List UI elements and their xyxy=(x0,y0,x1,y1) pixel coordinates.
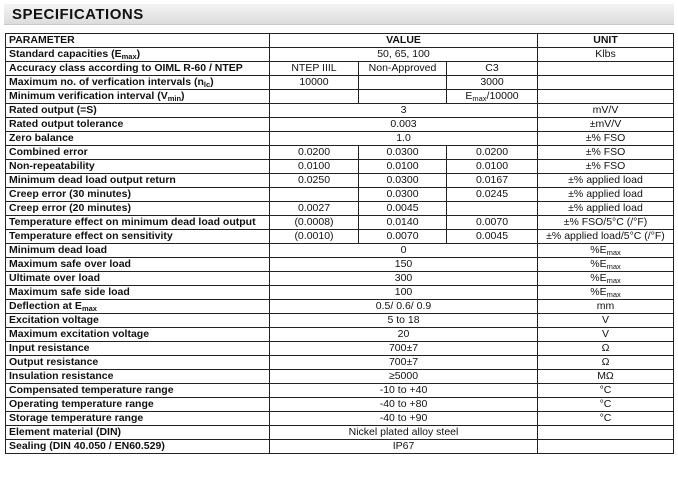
value-cell: 0.003 xyxy=(270,118,538,132)
parameter-cell xyxy=(6,104,270,118)
parameter-label: Maximum excitation voltage xyxy=(9,328,150,340)
value-cell: IP67 xyxy=(270,440,538,454)
parameter-label: Minimum dead load output return xyxy=(9,174,176,186)
value-text-end: /10000 xyxy=(486,90,519,102)
parameter-label: Deflection at E xyxy=(9,300,82,312)
parameter-label-subscript: min xyxy=(167,94,182,103)
value-text: NTEP IIIL xyxy=(291,62,337,74)
value-text: 0.0100 xyxy=(386,160,419,172)
unit-text: ±% applied load xyxy=(568,188,643,200)
value-cell-1 xyxy=(270,160,359,174)
value-text: 0.0045 xyxy=(386,202,419,214)
unit-cell xyxy=(538,370,674,384)
parameter-cell xyxy=(6,174,270,188)
value-cell: -40 to +80 xyxy=(270,398,538,412)
value-text: 10000 xyxy=(299,76,329,88)
value-cell-1 xyxy=(270,216,359,230)
table-row xyxy=(6,146,674,160)
unit-text: %E xyxy=(590,244,607,256)
table-row xyxy=(6,132,674,146)
value-cell-1 xyxy=(270,76,359,90)
unit-cell xyxy=(538,384,674,398)
unit-cell xyxy=(538,300,674,314)
parameter-label: Maximum safe side load xyxy=(9,286,130,298)
parameter-cell xyxy=(6,328,270,342)
unit-cell xyxy=(538,314,674,328)
unit-cell xyxy=(538,272,674,286)
unit-cell xyxy=(538,440,674,454)
parameter-label: Sealing (DIN 40.050 / EN60.529) xyxy=(9,440,165,452)
value-cell-1 xyxy=(270,202,359,216)
value-text: 0.0300 xyxy=(386,174,419,186)
parameter-cell xyxy=(6,314,270,328)
unit-subscript: max xyxy=(606,248,621,257)
value-cell: -40 to +90 xyxy=(270,412,538,426)
parameter-label-subscript: lc xyxy=(203,80,211,89)
value-cell: 20 xyxy=(270,328,538,342)
column-header-parameter: PARAMETER xyxy=(6,34,270,48)
table-row xyxy=(6,412,674,426)
parameter-cell xyxy=(6,356,270,370)
unit-cell xyxy=(538,118,674,132)
parameter-label: Creep error (20 minutes) xyxy=(9,202,131,214)
value-text: 0.0027 xyxy=(297,202,331,214)
unit-text: Ω xyxy=(601,342,610,354)
value-cell-3 xyxy=(447,216,538,230)
parameter-label: Temperature effect on sensitivity xyxy=(9,230,173,242)
parameter-label-end: ) xyxy=(181,90,185,102)
parameter-cell xyxy=(6,216,270,230)
parameter-label: Rated output tolerance xyxy=(9,118,124,130)
value-text: (0.0010) xyxy=(294,230,334,242)
unit-text: ±% FSO xyxy=(585,146,626,158)
value-text: Non-Approved xyxy=(368,62,437,74)
unit-text: Ω xyxy=(601,356,610,368)
value-text: 0.0070 xyxy=(475,216,509,228)
table-row xyxy=(6,356,674,370)
table-row xyxy=(6,370,674,384)
value-cell-2 xyxy=(359,230,447,244)
unit-cell xyxy=(538,160,674,174)
unit-text: mV/V xyxy=(592,104,619,116)
value-text: 3000 xyxy=(480,76,504,88)
unit-text: %E xyxy=(590,272,607,284)
unit-cell xyxy=(538,398,674,412)
value-cell-3 xyxy=(447,160,538,174)
parameter-cell xyxy=(6,272,270,286)
parameter-label: Accuracy class according to OIML R-60 / NTEP xyxy=(9,62,243,74)
value-cell: 150 xyxy=(270,258,538,272)
table-row xyxy=(6,62,674,76)
value-cell-3 xyxy=(447,174,538,188)
unit-text: ±mV/V xyxy=(589,118,622,130)
parameter-label: Element material (DIN) xyxy=(9,426,122,438)
table-row xyxy=(6,90,674,104)
unit-subscript: max xyxy=(606,290,621,299)
parameter-label: Operating temperature range xyxy=(9,398,154,410)
value-text: 0.0167 xyxy=(475,174,509,186)
value-cell-2 xyxy=(359,90,447,104)
parameter-cell xyxy=(6,76,270,90)
parameter-label: Compensated temperature range xyxy=(9,384,174,396)
unit-cell xyxy=(538,286,674,300)
table-row xyxy=(6,384,674,398)
parameter-label: Zero balance xyxy=(9,132,74,144)
unit-cell xyxy=(538,62,674,76)
unit-cell xyxy=(538,104,674,118)
table-row xyxy=(6,104,674,118)
unit-text: ±% applied load/5°C (/°F) xyxy=(546,230,665,242)
value-text: C3 xyxy=(485,62,499,74)
parameter-cell xyxy=(6,244,270,258)
value-text: E xyxy=(465,90,473,102)
parameter-label: Minimum dead load xyxy=(9,244,108,256)
parameter-label: Combined error xyxy=(9,146,88,158)
parameter-cell xyxy=(6,48,270,62)
unit-cell xyxy=(538,146,674,160)
value-cell: 100 xyxy=(270,286,538,300)
table-row xyxy=(6,48,674,62)
unit-text: °C xyxy=(599,384,612,396)
value-text: 0.0200 xyxy=(297,146,331,158)
unit-cell xyxy=(538,132,674,146)
value-text: 0.0300 xyxy=(386,146,419,158)
unit-subscript: max xyxy=(606,262,621,271)
unit-text: %E xyxy=(590,286,607,298)
unit-cell xyxy=(538,202,674,216)
value-cell-3 xyxy=(447,62,538,76)
unit-cell xyxy=(538,328,674,342)
table-row xyxy=(6,76,674,90)
parameter-cell xyxy=(6,132,270,146)
unit-text: ±% FSO xyxy=(585,160,626,172)
parameter-cell xyxy=(6,342,270,356)
value-cell: 0 xyxy=(270,244,538,258)
parameter-label: Output resistance xyxy=(9,356,99,368)
value-cell-1 xyxy=(270,62,359,76)
value-cell: 0.5/ 0.6/ 0.9 xyxy=(270,300,538,314)
value-text: 0.0250 xyxy=(297,174,331,186)
unit-text: V xyxy=(601,314,609,326)
value-text: 0.0200 xyxy=(475,146,509,158)
table-row xyxy=(6,244,674,258)
table-row xyxy=(6,188,674,202)
value-cell: -10 to +40 xyxy=(270,384,538,398)
parameter-label: Input resistance xyxy=(9,342,90,354)
table-row xyxy=(6,230,674,244)
value-cell-3 xyxy=(447,188,538,202)
specifications-table xyxy=(5,33,674,454)
unit-cell xyxy=(538,356,674,370)
parameter-label-end: ) xyxy=(136,48,141,60)
parameter-label: Insulation resistance xyxy=(9,370,114,382)
value-cell-3 xyxy=(447,230,538,244)
parameter-cell xyxy=(6,90,270,104)
table-row xyxy=(6,272,674,286)
value-text: (0.0008) xyxy=(294,216,334,228)
table-body xyxy=(6,48,674,454)
value-cell-1 xyxy=(270,90,359,104)
parameter-cell xyxy=(6,118,270,132)
section-title: SPECIFICATIONS xyxy=(12,6,144,23)
unit-text: ±% applied load xyxy=(568,174,643,186)
parameter-cell xyxy=(6,258,270,272)
parameter-cell xyxy=(6,300,270,314)
parameter-cell xyxy=(6,146,270,160)
parameter-label: Storage temperature range xyxy=(9,412,144,424)
parameter-label: Standard capacities (E xyxy=(9,48,122,60)
value-cell: 3 xyxy=(270,104,538,118)
table-row xyxy=(6,342,674,356)
table-header-row xyxy=(6,34,674,48)
value-cell: 700±7 xyxy=(270,342,538,356)
table-row xyxy=(6,440,674,454)
value-text: 0.0100 xyxy=(297,160,331,172)
parameter-label: Minimum verification interval (V xyxy=(9,90,168,102)
parameter-label: Ultimate over load xyxy=(9,272,101,284)
parameter-label-subscript: max xyxy=(121,52,137,61)
value-subscript: max xyxy=(472,94,487,103)
table-row xyxy=(6,174,674,188)
unit-text: ±% FSO/5°C (/°F) xyxy=(563,216,648,228)
parameter-cell xyxy=(6,398,270,412)
table-row xyxy=(6,300,674,314)
unit-text: mm xyxy=(596,300,615,312)
value-cell-2 xyxy=(359,76,447,90)
value-text: 0.0045 xyxy=(475,230,509,242)
unit-cell xyxy=(538,412,674,426)
value-cell: 1.0 xyxy=(270,132,538,146)
value-text: 0.0140 xyxy=(386,216,419,228)
value-cell-2 xyxy=(359,202,447,216)
value-text: 0.0300 xyxy=(386,188,419,200)
unit-cell xyxy=(538,188,674,202)
table-row xyxy=(6,160,674,174)
value-cell: 700±7 xyxy=(270,356,538,370)
value-cell-1 xyxy=(270,174,359,188)
value-cell-2 xyxy=(359,62,447,76)
column-header-unit: UNIT xyxy=(538,34,674,48)
table-row xyxy=(6,202,674,216)
unit-cell xyxy=(538,342,674,356)
value-cell-3 xyxy=(447,76,538,90)
table-row xyxy=(6,118,674,132)
value-cell: 300 xyxy=(270,272,538,286)
value-text: 0.0245 xyxy=(475,188,509,200)
parameter-label: Temperature effect on minimum dead load output xyxy=(9,216,256,228)
parameter-cell xyxy=(6,202,270,216)
unit-text: MΩ xyxy=(597,370,614,382)
table-row xyxy=(6,286,674,300)
parameter-label: Non-repeatability xyxy=(9,160,95,172)
table-row xyxy=(6,216,674,230)
value-cell-1 xyxy=(270,230,359,244)
value-cell-2 xyxy=(359,146,447,160)
parameter-cell xyxy=(6,230,270,244)
value-cell-1 xyxy=(270,188,359,202)
table-row xyxy=(6,426,674,440)
value-text: 0.0100 xyxy=(475,160,509,172)
value-cell: Nickel plated alloy steel xyxy=(270,426,538,440)
unit-cell xyxy=(538,258,674,272)
column-header-value: VALUE xyxy=(270,34,538,48)
unit-text: ±% FSO xyxy=(585,132,626,144)
value-cell-3 xyxy=(447,202,538,216)
value-cell-2 xyxy=(359,174,447,188)
unit-text: V xyxy=(601,328,609,340)
unit-text: °C xyxy=(599,412,612,424)
value-cell-2 xyxy=(359,160,447,174)
value-cell: 5 to 18 xyxy=(270,314,538,328)
parameter-cell xyxy=(6,440,270,454)
parameter-cell xyxy=(6,286,270,300)
parameter-cell xyxy=(6,412,270,426)
value-cell-3 xyxy=(447,146,538,160)
value-cell: ≥5000 xyxy=(270,370,538,384)
unit-subscript: max xyxy=(606,276,621,285)
table-row xyxy=(6,398,674,412)
unit-cell xyxy=(538,48,674,62)
unit-cell xyxy=(538,90,674,104)
parameter-label: Maximum safe over load xyxy=(9,258,131,270)
unit-cell xyxy=(538,174,674,188)
parameter-cell xyxy=(6,62,270,76)
parameter-cell xyxy=(6,188,270,202)
value-cell-1 xyxy=(270,146,359,160)
parameter-label-end: ) xyxy=(210,76,214,88)
unit-cell xyxy=(538,244,674,258)
unit-cell xyxy=(538,216,674,230)
unit-cell xyxy=(538,76,674,90)
parameter-cell xyxy=(6,384,270,398)
unit-text: Klbs xyxy=(595,48,616,60)
unit-text: ±% applied load xyxy=(568,202,643,214)
unit-cell xyxy=(538,426,674,440)
parameter-label-subscript: max xyxy=(81,304,97,313)
parameter-cell xyxy=(6,426,270,440)
parameter-label: Excitation voltage xyxy=(9,314,99,326)
parameter-cell xyxy=(6,160,270,174)
parameter-label: Creep error (30 minutes) xyxy=(9,188,131,200)
table-row xyxy=(6,328,674,342)
unit-text: %E xyxy=(590,258,607,270)
parameter-label: Rated output (=S) xyxy=(9,104,97,116)
value-cell: 50, 65, 100 xyxy=(270,48,538,62)
table-row xyxy=(6,258,674,272)
value-cell-3 xyxy=(447,90,538,104)
table-row xyxy=(6,314,674,328)
value-cell-2 xyxy=(359,216,447,230)
value-text: 0.0070 xyxy=(386,230,419,242)
unit-cell xyxy=(538,230,674,244)
section-header xyxy=(4,4,674,25)
value-cell-2 xyxy=(359,188,447,202)
unit-text: °C xyxy=(599,398,612,410)
parameter-cell xyxy=(6,370,270,384)
parameter-label: Maximum no. of verfication intervals (n xyxy=(9,76,204,88)
